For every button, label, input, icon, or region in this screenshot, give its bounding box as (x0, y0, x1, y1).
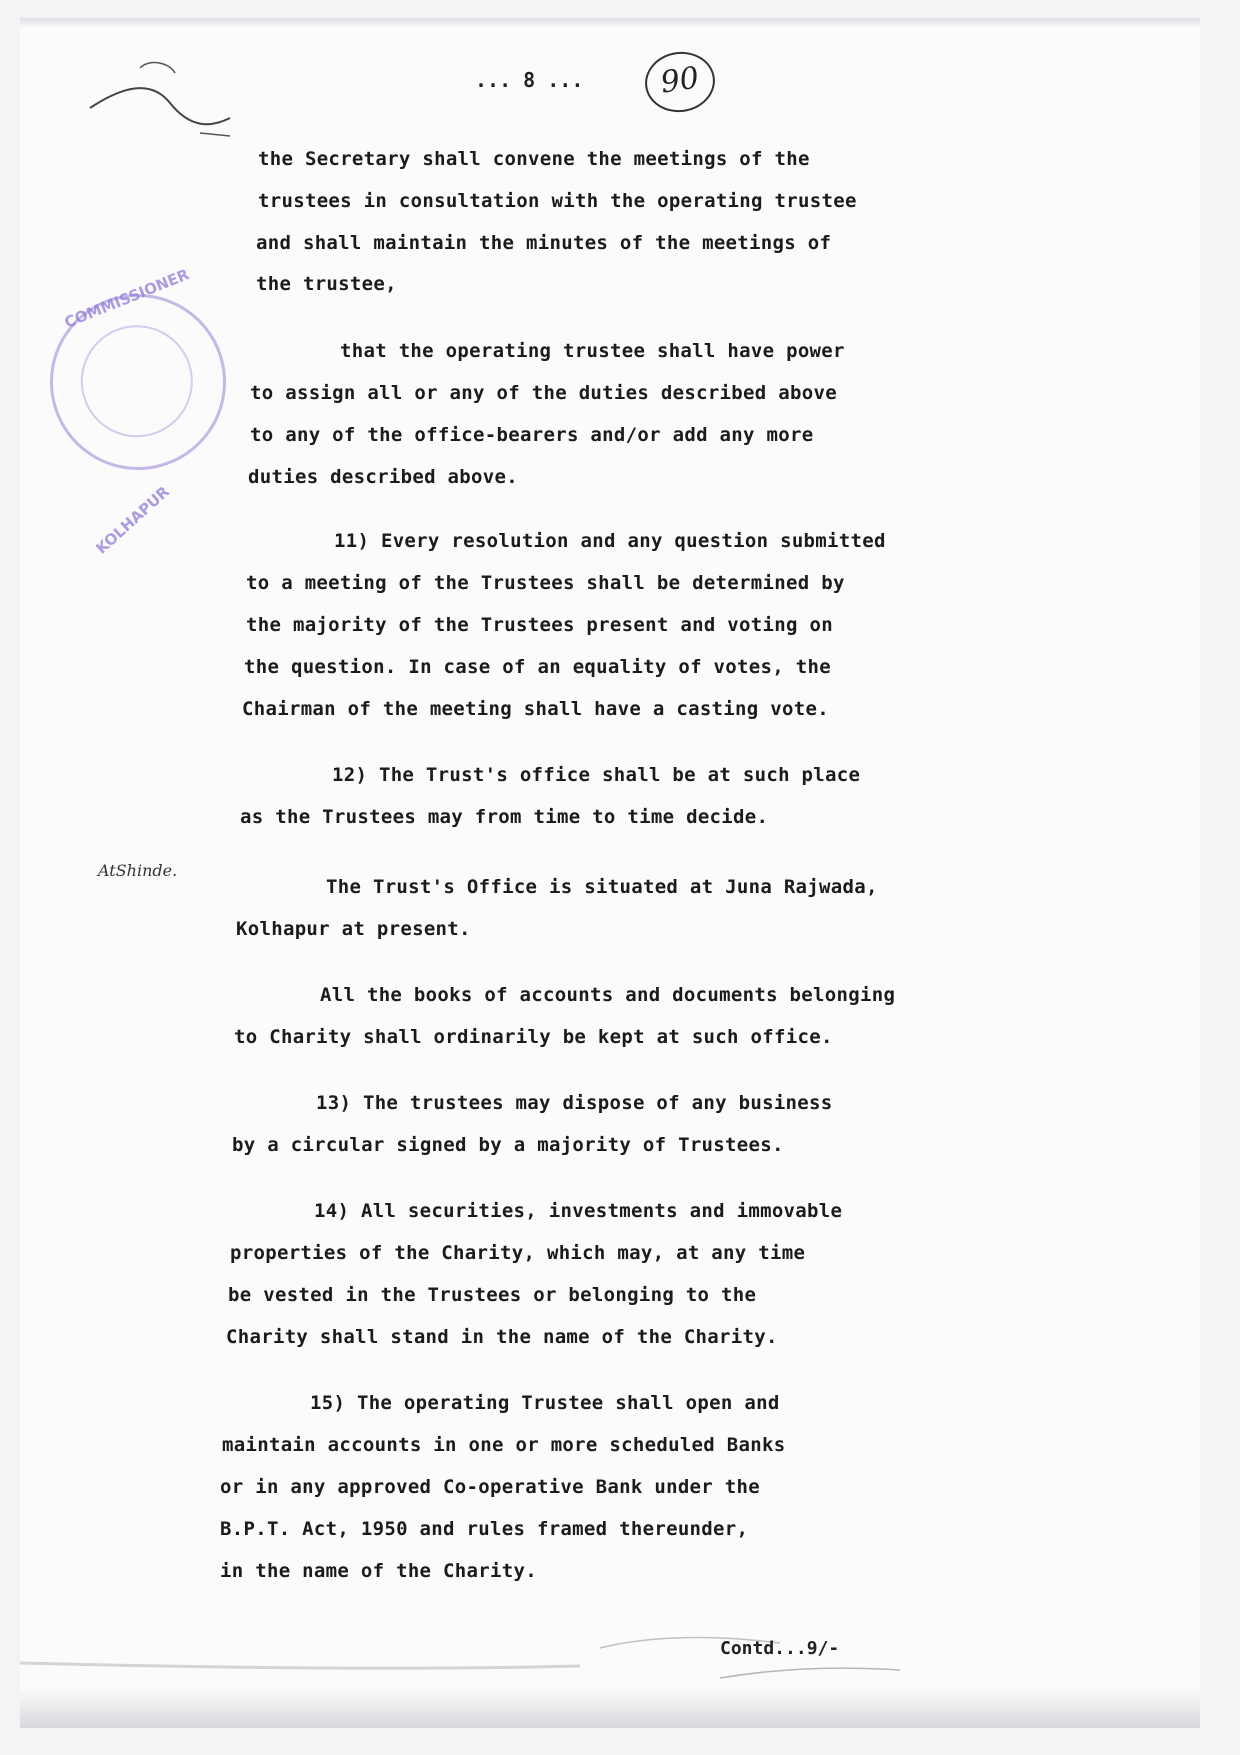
text-line: properties of the Charity, which may, at any time (230, 1242, 806, 1264)
continued-marker: Contd...9/- (720, 1638, 840, 1659)
text-line: duties described above. (248, 466, 518, 488)
text-line: the Secretary shall convene the meetings of the (258, 148, 810, 170)
stamp-text-bottom: KOLHAPUR (92, 482, 173, 558)
text-line: All the books of accounts and documents belonging (320, 984, 896, 1006)
text-line: maintain accounts in one or more scheduled Banks (222, 1434, 786, 1456)
text-line: that the operating trustee shall have power (340, 340, 845, 362)
stamp-inner-ring (70, 315, 203, 448)
text-line: B.P.T. Act, 1950 and rules framed thereunder, (220, 1518, 749, 1540)
text-line: 12) The Trust's office shall be at such place (332, 764, 861, 786)
text-line: the question. In case of an equality of votes, the (244, 656, 831, 678)
corner-scribble (80, 48, 240, 148)
text-line: Kolhapur at present. (236, 918, 471, 940)
text-line: 13) The trustees may dispose of any business (316, 1092, 833, 1114)
folio-number: 90 (641, 47, 719, 116)
text-line: The Trust's Office is situated at Juna Rajwada, (326, 876, 878, 898)
text-line: or in any approved Co-operative Bank under the (220, 1476, 760, 1498)
commissioner-stamp (34, 265, 243, 558)
text-line: to Charity shall ordinarily be kept at such office. (234, 1026, 833, 1048)
text-line: in the name of the Charity. (220, 1560, 537, 1582)
text-line: 14) All securities, investments and immovable (314, 1200, 843, 1222)
scan-edge-bottom (20, 1688, 1200, 1728)
text-line: 15) The operating Trustee shall open and (310, 1392, 780, 1414)
text-line: be vested in the Trustees or belonging to the (228, 1284, 757, 1306)
text-line: 11) Every resolution and any question submitted (334, 530, 886, 552)
text-line: to a meeting of the Trustees shall be determined by (246, 572, 845, 594)
handwritten-signature: AtShinde. (98, 861, 178, 880)
page-number: ... 8 ... (475, 68, 584, 92)
text-line: to assign all or any of the duties described above (250, 382, 837, 404)
scan-edge-top (20, 18, 1200, 28)
bottom-ink-smudge (20, 1608, 1200, 1688)
document-page (20, 18, 1200, 1728)
text-line: to any of the office-bearers and/or add any more (250, 424, 814, 446)
text-line: and shall maintain the minutes of the meetings of (256, 232, 832, 254)
text-line: Charity shall stand in the name of the Charity. (226, 1326, 778, 1348)
text-line: the trustee, (256, 273, 397, 295)
text-line: by a circular signed by a majority of Trustees. (232, 1134, 784, 1156)
text-line: Chairman of the meeting shall have a casting vote. (242, 698, 829, 720)
text-line: as the Trustees may from time to time decide. (240, 806, 769, 828)
text-line: trustees in consultation with the operating trustee (258, 190, 857, 212)
stamp-text-top: COMMISSIONER (61, 265, 192, 332)
text-line: the majority of the Trustees present and voting on (246, 614, 833, 636)
